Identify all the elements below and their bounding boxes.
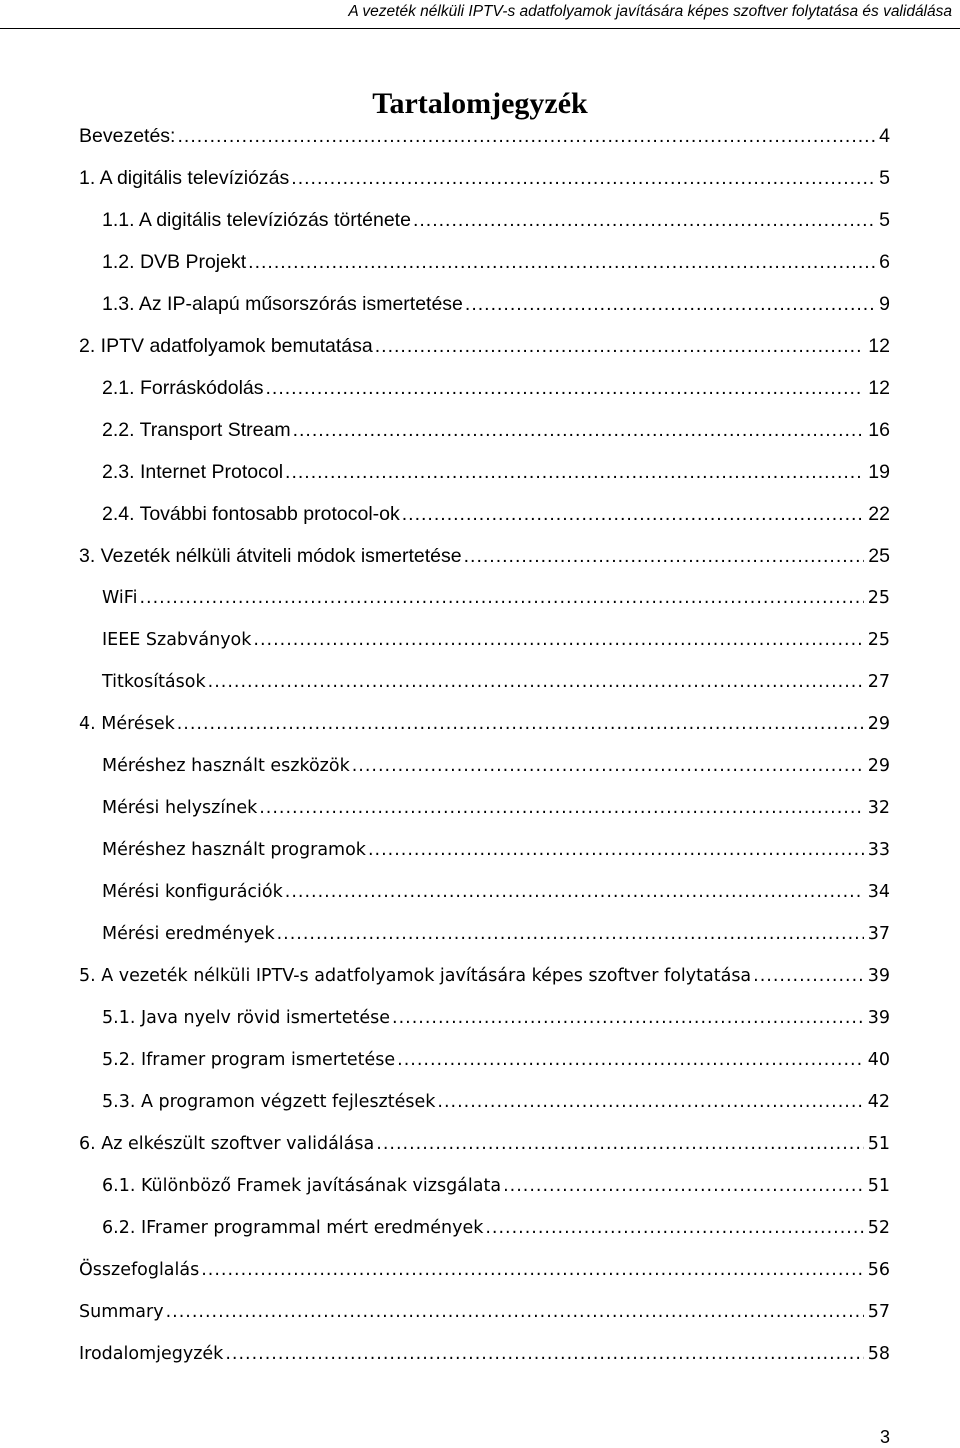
toc-dot-leader	[352, 745, 864, 787]
toc-dot-leader	[293, 409, 865, 451]
toc-dot-leader	[266, 367, 865, 409]
toc-dot-leader	[376, 1123, 863, 1165]
toc-dot-leader	[285, 871, 864, 913]
toc-entry-label: 5.1. Java nyelv rövid ismertetése	[102, 1008, 391, 1028]
toc-entry-page: 32	[867, 798, 890, 818]
toc-entry[interactable]	[79, 619, 890, 661]
toc-entry-page: 58	[867, 1344, 890, 1364]
toc-entry-label: Irodalomjegyzék	[79, 1344, 224, 1364]
toc-entry-label: Összefoglalás	[79, 1260, 200, 1280]
toc-entry-page: 29	[867, 714, 890, 734]
toc-entry-page: 51	[867, 1176, 890, 1196]
toc-entry[interactable]	[79, 1249, 890, 1291]
toc-entry-label: WiFi	[102, 588, 138, 608]
toc-entry-label: Méréshez használt programok	[102, 840, 366, 860]
toc-entry-label: 5.2. Iframer program ismertetése	[102, 1050, 396, 1070]
toc-dot-leader	[402, 493, 865, 535]
toc-entry-label: 2. IPTV adatfolyamok bemutatása	[79, 335, 373, 357]
toc-entry[interactable]	[79, 115, 890, 157]
toc-dot-leader	[177, 703, 864, 745]
toc-entry[interactable]	[79, 577, 890, 619]
toc-dot-leader	[392, 997, 864, 1039]
toc-entry[interactable]	[79, 1291, 890, 1333]
toc-dot-leader	[464, 535, 865, 577]
toc-dot-leader	[253, 619, 863, 661]
toc-entry[interactable]	[79, 1333, 890, 1375]
toc-entry-page: 40	[867, 1050, 890, 1070]
toc-entry-page: 52	[867, 1218, 890, 1238]
toc-dot-leader	[139, 577, 863, 619]
toc-dot-leader	[259, 787, 864, 829]
toc-entry[interactable]	[79, 241, 890, 283]
toc-entry-label: 1. A digitális televíziózás	[79, 167, 290, 189]
toc-entry[interactable]	[79, 1081, 890, 1123]
toc-dot-leader	[248, 241, 875, 283]
toc-entry-label: 1.1. A digitális televíziózás története	[102, 209, 411, 231]
toc-entry-label: 6. Az elkészült szoftver validálása	[79, 1134, 375, 1154]
toc-entry-label: 2.3. Internet Protocol	[102, 461, 284, 483]
toc-entry[interactable]	[79, 997, 890, 1039]
toc-entry-label: 6.1. Különböző Framek javításának vizsgálata	[102, 1176, 502, 1196]
toc-dot-leader	[413, 199, 875, 241]
toc-entry-label: Mérési eredmények	[102, 924, 275, 944]
toc-entry-label: IEEE Szabványok	[102, 630, 252, 650]
toc-entry-label: 1.3. Az IP-alapú műsorszórás ismertetése	[102, 293, 463, 315]
toc-dot-leader	[368, 829, 864, 871]
toc-entry[interactable]	[79, 1123, 890, 1165]
toc-entry-label: Summary	[79, 1302, 164, 1322]
toc-entry-label: Méréshez használt eszközök	[102, 756, 350, 776]
toc-dot-leader	[291, 157, 875, 199]
toc-entry-page: 56	[867, 1260, 890, 1280]
toc-entry-page: 5	[879, 209, 890, 231]
toc-dot-leader	[277, 913, 864, 955]
toc-dot-leader	[465, 283, 875, 325]
toc-entry[interactable]	[79, 283, 890, 325]
toc-entry-page: 34	[867, 882, 890, 902]
toc-entry-page: 5	[879, 167, 890, 189]
toc-entry-page: 25	[867, 588, 890, 608]
toc-dot-leader	[208, 661, 864, 703]
toc-entry-label: 4. Mérések	[79, 714, 175, 734]
toc-entry-page: 29	[867, 756, 890, 776]
toc-entry-page: 33	[867, 840, 890, 860]
toc-entry-page: 22	[868, 503, 890, 525]
toc-entry-page: 4	[879, 125, 890, 147]
toc-entry[interactable]	[79, 1039, 890, 1081]
toc-entry[interactable]	[79, 829, 890, 871]
toc-entry-page: 51	[867, 1134, 890, 1154]
toc-entry-label: 1.2. DVB Projekt	[102, 251, 247, 273]
toc-dot-leader	[375, 325, 865, 367]
toc-dot-leader	[503, 1165, 864, 1207]
toc-entry-page: 42	[867, 1092, 890, 1112]
toc-dot-leader	[225, 1333, 863, 1375]
toc-entry[interactable]	[79, 871, 890, 913]
toc-dot-leader	[397, 1039, 864, 1081]
toc-entry-page: 27	[867, 672, 890, 692]
toc-entry-page: 19	[868, 461, 890, 483]
toc-entry-label: 2.4. További fontosabb protocol-ok	[102, 503, 400, 525]
toc-entry[interactable]	[79, 703, 890, 745]
toc-entry[interactable]	[79, 325, 890, 367]
toc-entry-page: 12	[868, 377, 890, 399]
toc-entry-label: 2.2. Transport Stream	[102, 419, 291, 441]
page-title: Tartalomjegyzék	[372, 87, 588, 121]
toc-entry[interactable]	[79, 493, 890, 535]
toc-entry-label: Titkosítások	[102, 672, 206, 692]
toc-entry-page: 16	[868, 419, 890, 441]
toc-entry[interactable]	[79, 451, 890, 493]
header-divider	[0, 28, 960, 29]
page-number: 3	[879, 1427, 890, 1447]
toc-entry-page: 37	[867, 924, 890, 944]
toc-entry-label: 6.2. IFramer programmal mért eredmények	[102, 1218, 484, 1238]
table-of-contents	[79, 115, 890, 1375]
toc-entry-label: 5.3. A programon végzett fejlesztések	[102, 1092, 436, 1112]
toc-dot-leader	[437, 1081, 863, 1123]
running-header: A vezeték nélküli IPTV-s adatfolyamok javítására képes szoftver folytatása és validálása	[348, 3, 952, 20]
toc-entry-label: Bevezetés:	[79, 125, 176, 147]
toc-entry-page: 9	[879, 293, 890, 315]
toc-dot-leader	[753, 955, 864, 997]
toc-dot-leader	[201, 1249, 863, 1291]
toc-entry[interactable]	[79, 199, 890, 241]
toc-entry-page: 39	[867, 966, 890, 986]
toc-entry[interactable]	[79, 955, 890, 997]
toc-entry-page: 25	[867, 630, 890, 650]
toc-entry-page: 39	[867, 1008, 890, 1028]
toc-entry-label: 2.1. Forráskódolás	[102, 377, 264, 399]
toc-entry[interactable]	[79, 535, 890, 577]
toc-entry-page: 12	[868, 335, 890, 357]
toc-entry-label: 3. Vezeték nélküli átviteli módok ismertetése	[79, 545, 462, 567]
toc-entry[interactable]	[79, 913, 890, 955]
toc-entry-page: 6	[879, 251, 890, 273]
toc-entry-page: 25	[868, 545, 890, 567]
toc-entry[interactable]	[79, 1165, 890, 1207]
toc-entry[interactable]	[79, 409, 890, 451]
toc-entry[interactable]	[79, 745, 890, 787]
toc-entry[interactable]	[79, 661, 890, 703]
toc-entry-page: 57	[867, 1302, 890, 1322]
toc-dot-leader	[285, 451, 864, 493]
toc-dot-leader	[166, 1291, 864, 1333]
toc-dot-leader	[485, 1207, 863, 1249]
toc-entry[interactable]	[79, 367, 890, 409]
toc-entry[interactable]	[79, 787, 890, 829]
toc-entry-label: 5. A vezeték nélküli IPTV-s adatfolyamok javítására képes szoftver folytatása	[79, 966, 752, 986]
toc-entry[interactable]	[79, 1207, 890, 1249]
toc-entry-label: Mérési konfigurációk	[102, 882, 283, 902]
toc-dot-leader	[177, 115, 875, 157]
toc-entry-label: Mérési helyszínek	[102, 798, 258, 818]
toc-entry[interactable]	[79, 157, 890, 199]
